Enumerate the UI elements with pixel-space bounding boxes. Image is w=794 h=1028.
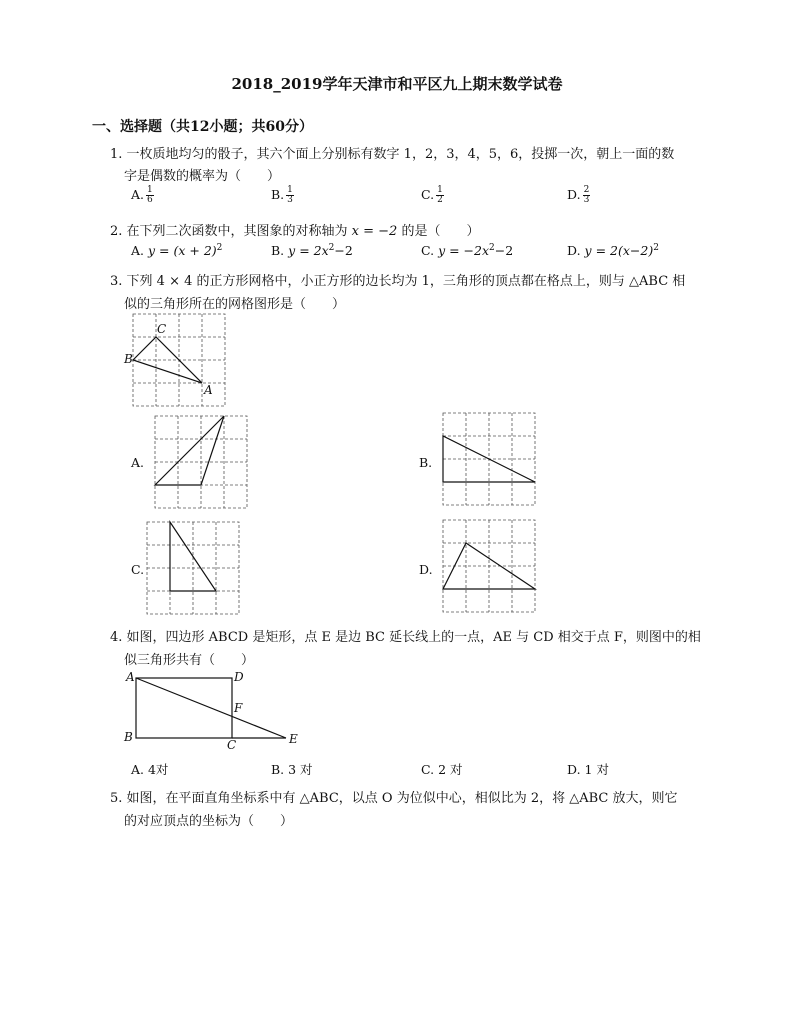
option-math: y = 2(x−2) xyxy=(584,243,654,259)
q2-stem-text: 2. 在下列二次函数中，其图象的对称轴为 xyxy=(110,224,352,239)
q1-option-c xyxy=(421,186,444,205)
q3-option-a-letter: A. xyxy=(131,455,145,470)
q2-stem-math: x = −2 xyxy=(351,224,398,239)
q2-option-c xyxy=(421,243,513,258)
fraction-denominator: 3 xyxy=(583,195,590,205)
option-math-tail: −2 xyxy=(334,243,353,259)
q3-option-b-letter: B. xyxy=(419,455,433,470)
fraction-numerator: 1 xyxy=(147,185,153,195)
option-letter: A. xyxy=(131,187,145,202)
rectangle-abcd xyxy=(136,678,232,738)
fraction-denominator: 6 xyxy=(147,195,153,205)
q1-option-a xyxy=(131,186,154,205)
q3-option-d-grid xyxy=(443,520,535,612)
q4-rectangle-figure xyxy=(136,678,288,738)
q4-option-d: D. 1 对 xyxy=(567,762,609,777)
question-5-line-1: 5. 如图，在平面直角坐标系中有 △ABC，以点 O 为位似中心，相似比为 2，将 △ABC 放大，则它 xyxy=(110,791,678,806)
fig4-label-f: F xyxy=(234,701,243,715)
label-b: B xyxy=(124,352,133,366)
option-math: y = −2x xyxy=(438,243,490,259)
fig4-label-b: B xyxy=(124,730,133,744)
q2-option-d xyxy=(567,243,659,258)
fraction-denominator: 3 xyxy=(287,195,293,205)
section-heading: 一、选择题（共12小题；共60分） xyxy=(92,119,313,135)
option-letter: D. xyxy=(567,187,581,202)
question-1-line-1: 1. 一枚质地均匀的骰子，其六个面上分别标有数字 1，2，3，4，5，6，投掷一次，朝上一面的数 xyxy=(110,147,675,162)
q1-option-b xyxy=(271,186,294,205)
option-math: y = (x + 2) xyxy=(148,243,217,259)
fraction-denominator: 2 xyxy=(437,195,443,205)
label-c: C xyxy=(157,322,167,336)
q3-option-c-grid xyxy=(147,522,239,614)
question-4-line-2: 似三角形共有（ ） xyxy=(124,653,255,668)
option-math: y = 2x xyxy=(288,243,329,259)
option-letter: C. xyxy=(421,187,435,202)
option-math-tail: −2 xyxy=(494,243,514,259)
option-letter: D. xyxy=(567,243,581,259)
option-exponent: 2 xyxy=(328,243,335,253)
fig4-label-a: A xyxy=(126,670,135,684)
q1-option-d xyxy=(567,186,590,205)
q2-stem-tail: 的是（ ） xyxy=(397,224,480,239)
question-2-stem xyxy=(110,220,479,239)
q3-option-a-grid xyxy=(155,416,247,508)
question-1-line-2: 字是偶数的概率为（ ） xyxy=(124,169,281,184)
q2-option-a xyxy=(131,243,222,258)
option-letter: C. xyxy=(421,243,435,259)
fig4-label-e: E xyxy=(289,732,298,746)
option-exponent: 2 xyxy=(489,243,495,253)
option-exponent: 2 xyxy=(216,243,223,253)
q4-option-a: A. 4对 xyxy=(131,762,169,777)
q2-option-b xyxy=(271,243,353,258)
fig4-label-d: D xyxy=(234,670,244,684)
triangle-option-a xyxy=(155,416,224,485)
option-exponent: 2 xyxy=(653,243,659,253)
q4-option-b: B. 3 对 xyxy=(271,762,313,777)
option-letter: B. xyxy=(271,243,285,259)
segment-ae xyxy=(136,678,286,738)
option-letter: A. xyxy=(131,243,145,259)
option-letter: B. xyxy=(271,187,285,202)
label-a: A xyxy=(204,383,213,397)
q4-option-c: C. 2 对 xyxy=(421,762,463,777)
question-3-line-1: 3. 下列 4 × 4 的正方形网格中，小正方形的边长均为 1，三角形的顶点都在格点上，则与 △ABC 相 xyxy=(110,274,686,289)
fraction-numerator: 1 xyxy=(437,185,443,195)
page-title: 2018_2019学年天津市和平区九上期末数学试卷 xyxy=(231,75,563,93)
q3-option-b-grid xyxy=(443,413,535,505)
fraction-numerator: 2 xyxy=(583,185,590,195)
question-3-line-2: 似的三角形所在的网格图形是（ ） xyxy=(124,297,346,312)
fraction-numerator: 1 xyxy=(287,185,293,195)
q3-option-d-letter: D. xyxy=(419,562,433,577)
q3-option-c-letter: C. xyxy=(131,562,145,577)
question-4-line-1: 4. 如图，四边形 ABCD 是矩形，点 E 是边 BC 延长线上的一点，AE 与 CD 相交于点 F，则图中的相 xyxy=(110,630,701,645)
fig4-label-c: C xyxy=(227,738,237,752)
question-5-line-2: 的对应顶点的坐标为（ ） xyxy=(124,814,294,829)
